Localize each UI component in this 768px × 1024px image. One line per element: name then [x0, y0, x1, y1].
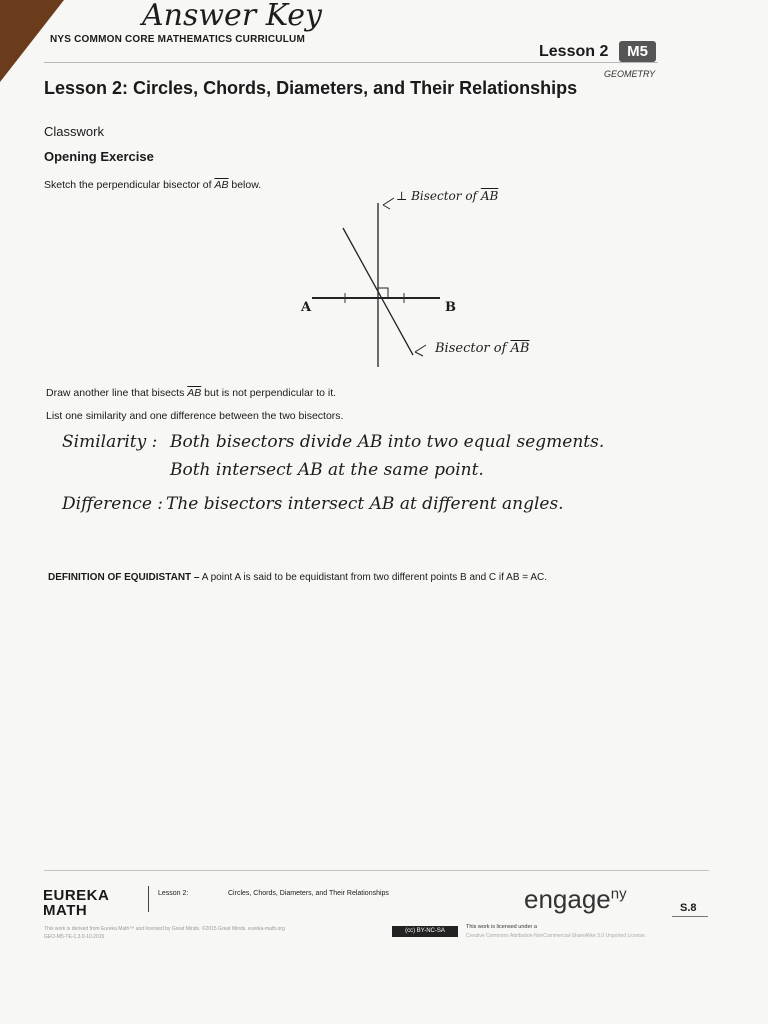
page-number: S.8 — [680, 902, 697, 914]
similarity-label: Similarity : — [62, 432, 158, 452]
handwritten-answer-key: Answer Key — [142, 0, 322, 33]
difference-answer: The bisectors intersect AB at different angles. — [166, 494, 564, 514]
point-b-label: B — [445, 300, 456, 315]
definition-term: DEFINITION OF EQUIDISTANT – — [48, 572, 200, 583]
footer-lesson: Lesson 2: — [158, 890, 189, 897]
curriculum-label: NYS COMMON CORE MATHEMATICS CURRICULUM — [50, 34, 305, 45]
list-instruction: List one similarity and one difference between the two bisectors. — [46, 410, 344, 422]
arrow-icon — [383, 198, 394, 209]
sketch-instruction: Sketch the perpendicular bisector of $\overline{AB}$ below. — [44, 179, 262, 191]
engageny-logo: engage$^{ny}$ — [524, 884, 627, 914]
arrow-icon — [415, 345, 426, 356]
document-code: GEO-M5-TE-1.3.0-10.2015 — [44, 934, 105, 940]
lesson-tag: Lesson 2 — [539, 43, 609, 60]
segment-ab: $\overline{AB}$ — [214, 179, 229, 191]
footer-divider — [44, 870, 709, 871]
footer-topic: Circles, Chords, Diameters, and Their Relationships — [228, 890, 389, 897]
exercise-heading: Opening Exercise — [44, 149, 154, 164]
copyright-fine-print: This work is derived from Eureka Math™ and licensed by Great Minds. ©2015 Great Minds. eureka-math.org — [44, 926, 285, 932]
similarity-answer-1: Both bisectors divide AB into two equal segments. — [170, 432, 605, 452]
bisector-annotation: Bisector of $\overline{AB}$ — [435, 341, 530, 356]
page-number-underline — [672, 916, 708, 917]
point-a-label: A — [301, 300, 312, 315]
footer-separator — [148, 886, 149, 912]
section-label: Classwork — [44, 124, 104, 139]
perp-bisector-annotation: ⊥ Bisector of $\overline{AB}$ — [396, 189, 499, 203]
cc-license-badge: (cc) BY-NC-SA — [392, 926, 458, 937]
module-badge: M5 — [619, 41, 656, 62]
license-text: This work is licensed under a — [466, 924, 537, 930]
definition-equidistant — [48, 572, 547, 583]
page-title: Lesson 2: Circles, Chords, Diameters, and Their Relationships — [44, 78, 578, 98]
header-divider — [44, 62, 658, 63]
license-link[interactable]: Creative Commons Attribution-NonCommercial-ShareAlike 3.0 Unported License. — [466, 933, 647, 939]
difference-label: Difference : — [62, 494, 164, 514]
similarity-answer-2: Both intersect AB at the same point. — [170, 460, 484, 480]
definition-text: A point A is said to be equidistant from two different points B and C if AB = AC. — [199, 572, 548, 583]
subject-label: GEOMETRY — [604, 69, 656, 79]
eureka-math-logo: EUREKA MATH — [43, 887, 110, 919]
draw-instruction: Draw another line that bisects $\overline{AB}$ but is not perpendicular to it. — [46, 387, 337, 399]
